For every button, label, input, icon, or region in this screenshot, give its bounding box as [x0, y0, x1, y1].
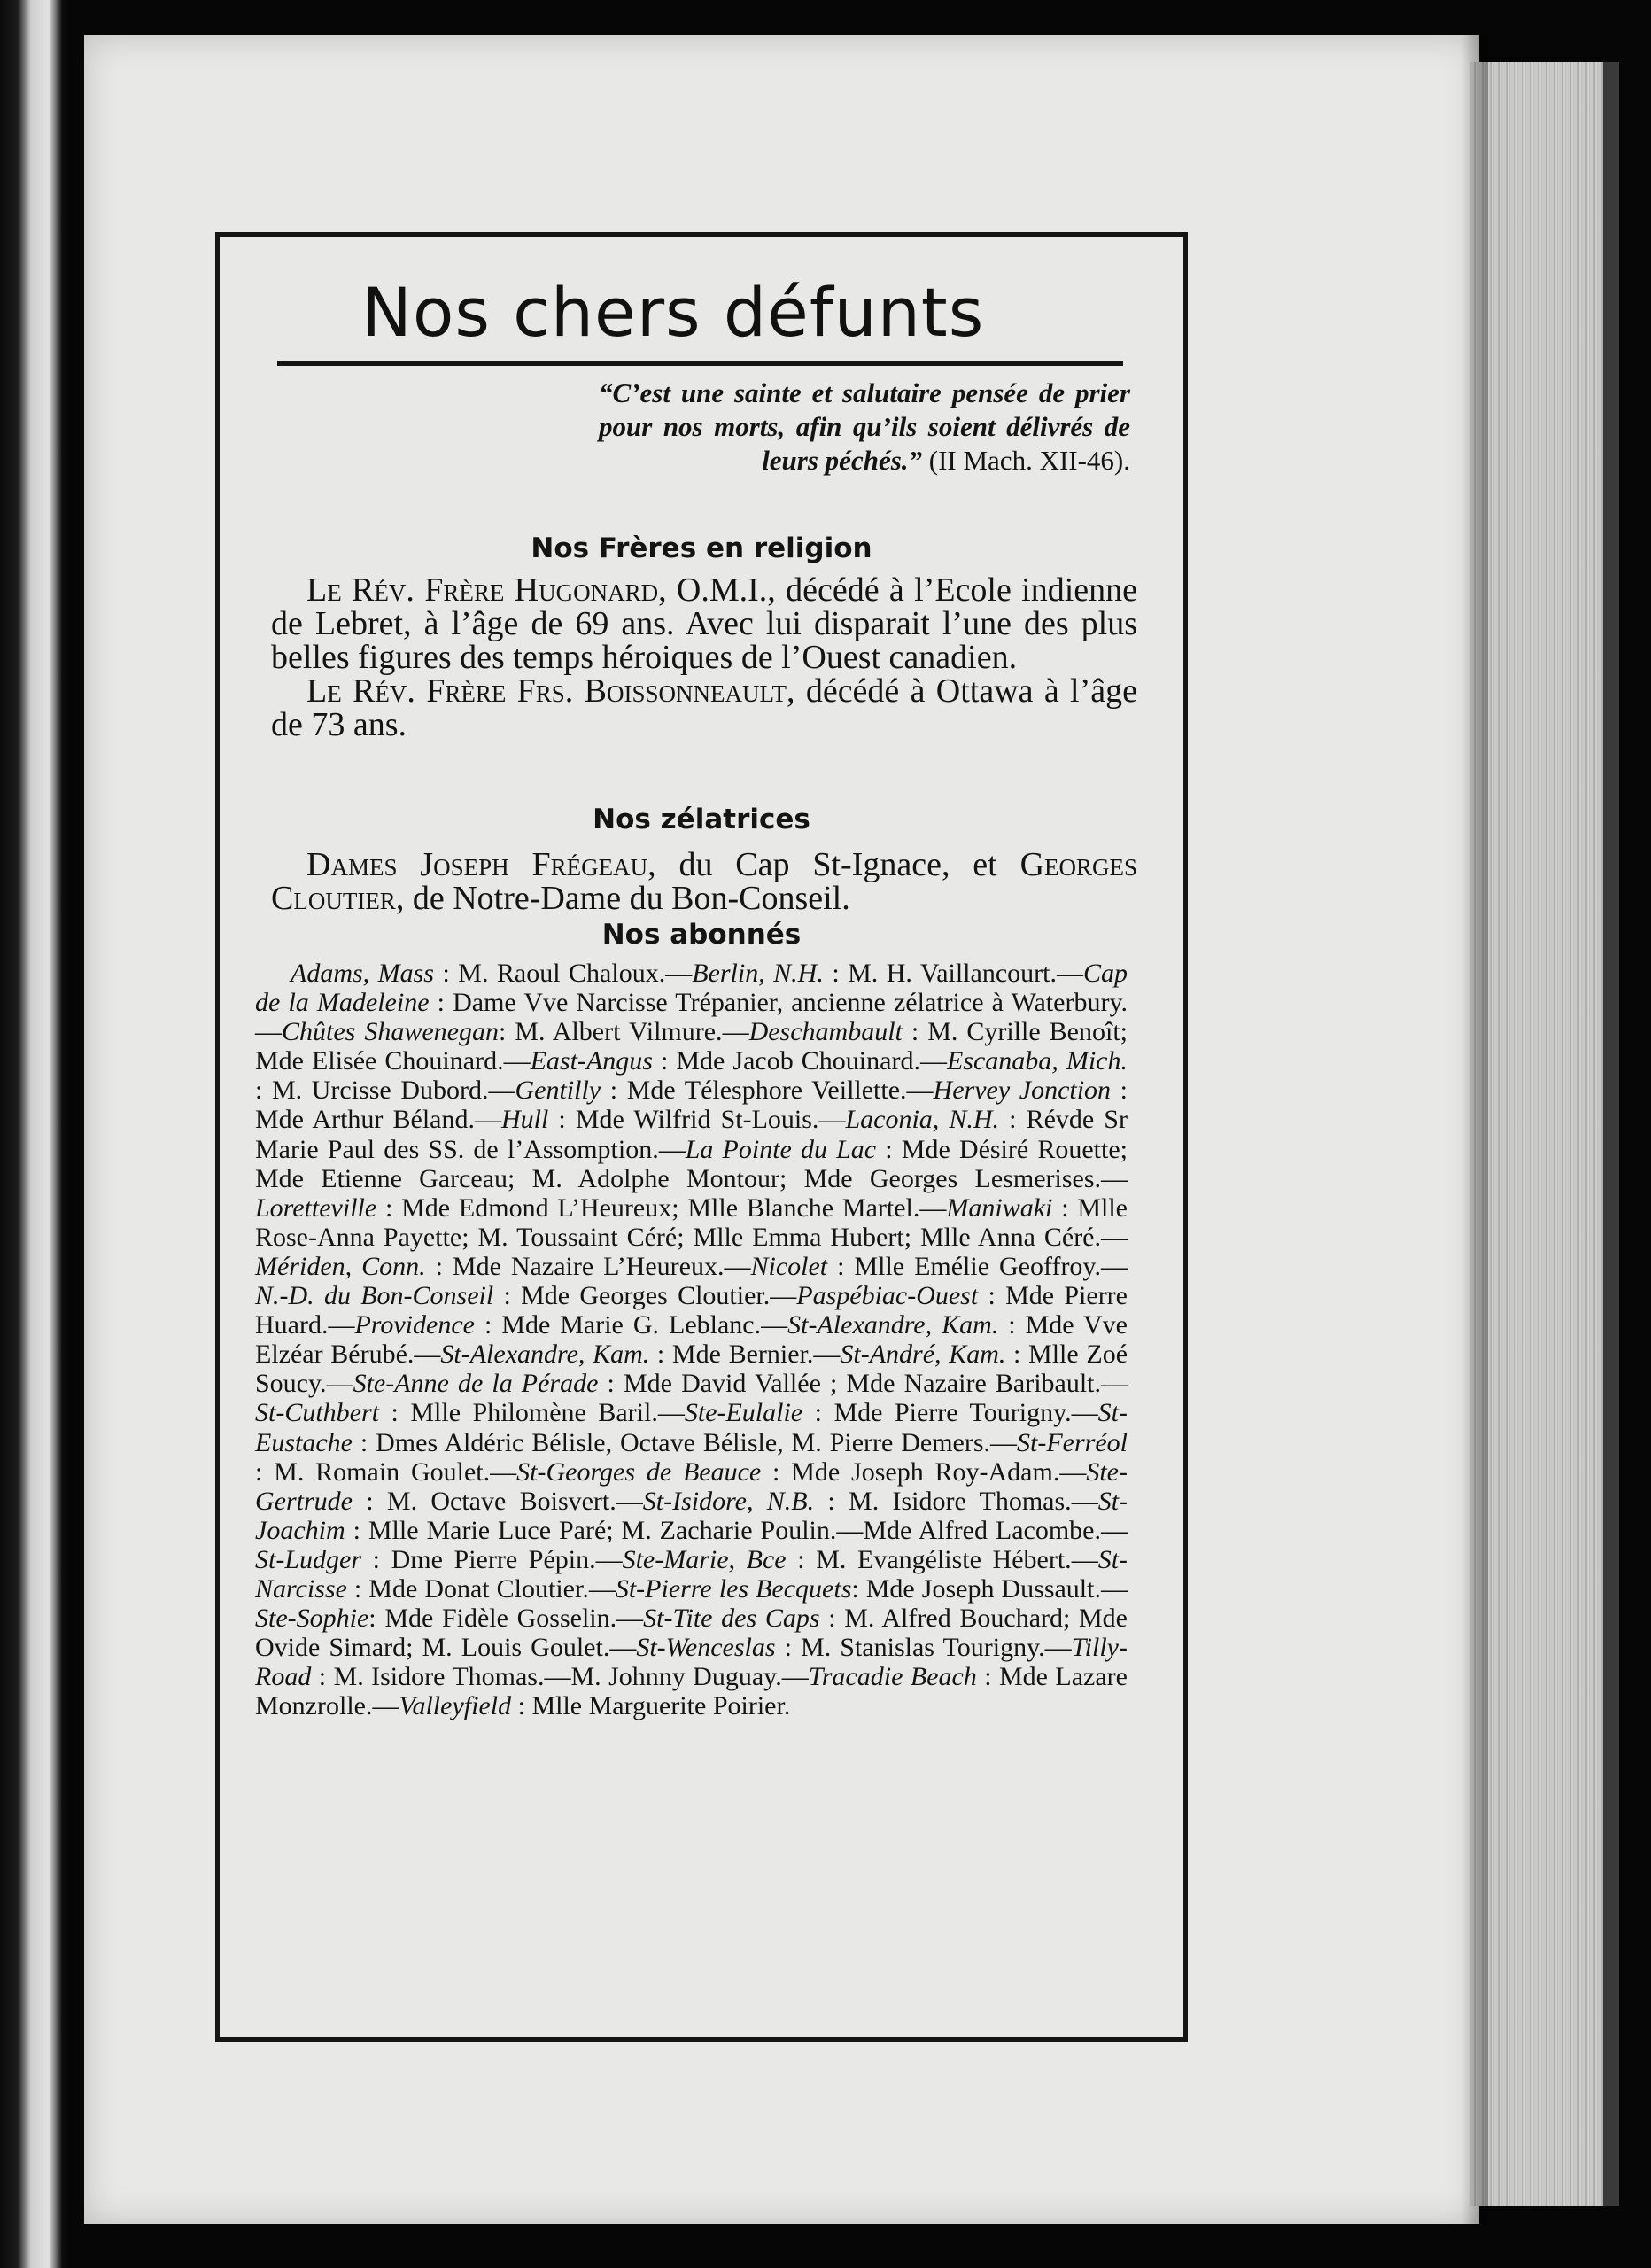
gutter-shadow: [1461, 35, 1488, 2224]
subscriber-names: M. Evangéliste Hébert.: [816, 1544, 1072, 1574]
subscriber-place: Hervey Jonction: [933, 1076, 1112, 1106]
subscriber-entry: [255, 1398, 658, 1427]
entry-separator: —: [665, 959, 693, 988]
subscriber-separator: :: [1005, 1340, 1029, 1370]
subscriber-names: M. Octave Boisvert.: [386, 1486, 616, 1516]
subscriber-place: St-Narcisse: [255, 1544, 1128, 1604]
entry-separator: —: [919, 1046, 947, 1076]
subscriber-place: St-Alexandre, Kam.: [440, 1340, 650, 1370]
subscriber-entry: [282, 1017, 723, 1046]
subscriber-names: Mde Bernier.: [671, 1340, 814, 1370]
subscriber-separator: :: [474, 1310, 502, 1340]
zelatrices-text-2: , de Notre-Dame du Bon-Conseil.: [395, 880, 850, 917]
subscriber-separator: :: [498, 1017, 515, 1047]
subscriber-place: Chûtes Shawenegan: [282, 1017, 499, 1047]
subscriber-separator: :: [376, 1192, 402, 1223]
subscriber-place: Tilly-Road: [255, 1633, 1128, 1692]
subscriber-entry: [750, 1252, 1101, 1281]
subscriber-names: Mde Lazare Monzrolle.: [255, 1662, 1128, 1721]
subscriber-place: St-Eustache: [255, 1398, 1128, 1457]
entry-separator: —: [609, 1633, 637, 1663]
entry-separator: —: [1056, 959, 1083, 988]
subscriber-place: Tracadie Beach: [808, 1662, 977, 1692]
zelatrices-section: [271, 848, 1137, 915]
entry-separator: —: [906, 1076, 934, 1106]
subscriber-entry: [501, 1105, 818, 1134]
subscriber-entry: [255, 1281, 770, 1310]
subscriber-names: Révde Sr Marie Paul des SS. de l’Assomption.: [255, 1105, 1128, 1164]
subscriber-names: M. Albert Vilmure.: [515, 1017, 723, 1047]
subscriber-separator: :: [819, 1604, 845, 1634]
subscriber-place: Providence: [354, 1310, 475, 1340]
subscriber-place: Laconia, N.H.: [845, 1105, 1000, 1135]
epigraph: [599, 377, 1130, 478]
subscriber-entry: [353, 1369, 1101, 1398]
subscriber-place: Deschambault: [748, 1017, 903, 1047]
subscriber-place: St-André, Kam.: [840, 1340, 1006, 1370]
entry-separator: —: [1101, 1369, 1128, 1399]
subscriber-place: Ste-Sophie: [255, 1604, 369, 1634]
subscriber-names: Mde Edmond L’Heureux; Mlle Blanche Martel.: [401, 1192, 920, 1223]
subscriber-names: M. Alfred Bouchard; Mde Ovide Simard; M. Louis Goulet.: [255, 1604, 1128, 1663]
subscriber-separator: :: [902, 1017, 928, 1047]
subscriber-names: Mde Arthur Béland.: [255, 1105, 475, 1135]
heading-zelatrices: Nos zélatrices: [593, 804, 810, 835]
freres-entry-1: [271, 573, 1137, 674]
left-page-edge: [0, 0, 71, 2268]
subscriber-separator: :: [786, 1544, 817, 1574]
subscriber-entry: [516, 1457, 1059, 1487]
subscriber-separator: :: [1111, 1076, 1128, 1106]
subscriber-names: M. Romain Goulet.: [274, 1456, 491, 1487]
entry-separator: —: [326, 1369, 353, 1399]
subscriber-place: Hull: [500, 1105, 549, 1135]
entry-separator: —: [588, 1573, 616, 1604]
subscriber-entry: [440, 1340, 813, 1369]
subscriber-separator: :: [999, 1105, 1027, 1135]
bottom-rule: [220, 2037, 1183, 2042]
subscriber-names: Dame Vve Narcisse Trépanier, ancienne zélatrice à Waterbury.: [453, 988, 1128, 1018]
entry-separator: —: [616, 1604, 644, 1634]
subscriber-entry: [643, 1487, 1072, 1516]
subscriber-separator: :: [814, 1486, 849, 1516]
subscriber-separator: :: [761, 1456, 792, 1487]
entry-separator: —: [595, 1544, 623, 1574]
entry-separator: —: [1100, 1573, 1128, 1604]
subscriber-place: St-Pierre les Becquets: [615, 1573, 852, 1604]
subscriber-place: St-Alexandre, Kam.: [787, 1310, 999, 1340]
entry-separator: —: [414, 1340, 441, 1370]
subscriber-names: Dmes Aldéric Bélisle, Octave Bélisle, M. Pierre Demers.: [376, 1427, 991, 1457]
subscriber-names: Mde Georges Cloutier.: [521, 1281, 771, 1311]
entry-separator: —: [724, 1251, 751, 1281]
freres-name-2: Le Rév. Frère Frs. Boissonneault: [306, 672, 787, 710]
subscriber-separator: :: [649, 1340, 672, 1370]
subscriber-entry: [515, 1076, 906, 1105]
subscriber-entry: [531, 1046, 920, 1076]
subscriber-names: M. Cyrille Benoît; Mde Elisée Chouinard.: [255, 1017, 1128, 1076]
subscriber-separator: :: [352, 1486, 387, 1516]
subscriber-entry: [692, 959, 1057, 988]
entry-separator: —: [990, 1427, 1018, 1457]
subscriber-separator: :: [433, 959, 459, 988]
subscriber-place: St-Georges de Beauce: [516, 1456, 762, 1487]
entry-separator: —: [503, 1046, 531, 1076]
entry-separator: —: [616, 1486, 643, 1516]
subscriber-place: Ste-Gertrude: [255, 1456, 1128, 1516]
subscriber-names: Mde Télesphore Veillette.: [626, 1076, 907, 1106]
subscriber-names: Mlle Emélie Geoffroy.: [854, 1251, 1101, 1281]
subscriber-separator: :: [368, 1604, 385, 1634]
subscriber-entry: [623, 1545, 1072, 1574]
subscriber-entry: [685, 1398, 1072, 1427]
subscriber-names: Mde Marie G. Leblanc.: [501, 1310, 762, 1340]
page-title: Nos chers défunts: [361, 273, 985, 352]
subscriber-place: Gentilly: [515, 1076, 601, 1106]
subscriber-place: La Pointe du Lac: [685, 1134, 877, 1164]
subscriber-names: M. Isidore Thomas.: [849, 1486, 1072, 1516]
subscriber-names: Mlle Rose-Anna Payette; M. Toussaint Céré; Mlle Emma Hubert; Mlle Anna Céré.: [255, 1192, 1128, 1252]
subscriber-names: M. Isidore Thomas.—M. Johnny Duguay.: [333, 1662, 782, 1692]
subscriber-separator: :: [775, 1633, 802, 1663]
entry-separator: —: [657, 1398, 685, 1428]
subscriber-separator: :: [827, 1251, 855, 1281]
subscriber-separator: :: [978, 1281, 1006, 1311]
subscriber-names: Mde Joseph Dussault.: [865, 1573, 1101, 1604]
subscriber-names: Mlle Philomène Baril.: [410, 1398, 658, 1428]
subscriber-entry: [255, 1604, 616, 1633]
subscriber-names: M. H. Vaillancourt.: [848, 959, 1057, 988]
subscriber-names: Mde Désiré Rouette; Mde Etienne Garceau; M. Adolphe Montour; Mde Georges Lesmerises.: [255, 1134, 1128, 1193]
entry-separator: —: [474, 1105, 501, 1135]
subscriber-entry: [255, 1193, 919, 1223]
entry-separator: —: [1101, 1222, 1128, 1252]
entry-separator: —: [722, 1017, 749, 1047]
subscriber-place: St-Ludger: [255, 1544, 361, 1574]
subscriber-place: Paspébiac-Ouest: [796, 1281, 979, 1311]
entry-separator: —: [255, 1017, 282, 1047]
subscriber-names: Mlle Marie Luce Paré; M. Zacharie Poulin.—Mde Alfred Lacombe.: [368, 1515, 1101, 1545]
epigraph-reference: (II Mach. XII-46).: [928, 445, 1130, 476]
entry-separator: —: [1101, 1163, 1128, 1193]
subscriber-separator: :: [345, 1515, 368, 1545]
entry-separator: —: [818, 1105, 846, 1135]
subscriber-separator: :: [1052, 1192, 1078, 1223]
entry-separator: —: [1101, 1515, 1128, 1545]
entry-separator: —: [1100, 1251, 1128, 1281]
subscriber-place: Berlin, N.H.: [692, 959, 824, 988]
obituary-box: [215, 232, 1188, 2042]
entry-separator: —: [1059, 1456, 1087, 1487]
subscriber-separator: :: [346, 1573, 369, 1604]
freres-entry-2: [271, 674, 1137, 742]
subscriber-separator: :: [876, 1134, 902, 1164]
subscriber-separator: :: [311, 1662, 334, 1692]
freres-text-2: , décédé à Ottawa à l’âge de 73 ans.: [271, 672, 1137, 743]
entry-separator: —: [488, 1076, 515, 1106]
subscriber-separator: :: [823, 959, 849, 988]
subscriber-names: Mde Pierre Tourigny.: [833, 1398, 1072, 1428]
subscriber-place: Ste-Anne de la Pérade: [353, 1369, 599, 1399]
subscriber-names: M. Urcisse Dubord.: [271, 1076, 489, 1106]
entry-separator: —: [1071, 1544, 1098, 1574]
subscriber-separator: :: [255, 1076, 272, 1106]
entry-separator: —: [658, 1134, 686, 1164]
subscriber-separator: :: [352, 1427, 376, 1457]
subscriber-place: Cap de la Madeleine: [255, 959, 1128, 1018]
subscriber-entry: [255, 1545, 596, 1574]
subscriber-place: Nicolet: [750, 1251, 828, 1281]
freres-text-1: , O.M.I., décédé à l’Ecole indienne de Lebret, à l’âge de 69 ans. Avec lui disparait l’une des plus belles figures des temps héroiques de l’Ouest canadien.: [271, 571, 1137, 676]
entry-separator: —: [919, 1192, 947, 1223]
subscriber-separator: :: [361, 1544, 391, 1574]
zelatrices-text-1: , du Cap St-Ignace, et: [647, 846, 1020, 883]
subscriber-entry: [636, 1633, 1044, 1662]
freres-name-1: Le Rév. Frère Hugonard: [306, 571, 659, 609]
subscriber-separator: :: [511, 1691, 532, 1721]
subscriber-separator: :: [851, 1573, 866, 1604]
subscriber-place: St-Tite des Caps: [643, 1604, 820, 1634]
title-rule: [277, 361, 1123, 366]
freres-section: [271, 573, 1137, 742]
heading-abonnes: Nos abonnés: [601, 919, 802, 951]
subscriber-place: St-Ferréol: [1017, 1427, 1128, 1457]
subscriber-separator: :: [548, 1105, 576, 1135]
abonnes-list: [255, 959, 1128, 1720]
subscriber-separator: :: [493, 1281, 522, 1311]
subscriber-place: St-Isidore, N.B.: [642, 1486, 815, 1516]
subscriber-names: Mde Wilfrid St-Louis.: [575, 1105, 819, 1135]
epigraph-text: “C’est une sainte et salutaire pensée de prier pour nos morts, afin qu’ils soient délivrés de leurs péchés.”: [599, 377, 1130, 476]
subscriber-place: Mériden, Conn.: [255, 1251, 426, 1281]
subscriber-names: Mde Pierre Huard.: [255, 1281, 1128, 1340]
subscriber-separator: :: [998, 1310, 1026, 1340]
subscriber-entry: [399, 1691, 790, 1720]
entry-separator: —: [813, 1340, 841, 1370]
entry-separator: —: [1071, 1486, 1098, 1516]
subscriber-names: Mde Vve Elzéar Bérubé.: [255, 1310, 1128, 1370]
subscriber-entry: [616, 1574, 1101, 1604]
entry-separator: —: [372, 1691, 399, 1721]
zelatrices-names-2: Georges Cloutier: [271, 846, 1138, 917]
subscriber-place: Escanaba, Mich.: [946, 1046, 1128, 1076]
subscriber-names: Mde Donat Cloutier.: [368, 1573, 589, 1604]
subscriber-place: N.-D. du Bon-Conseil: [255, 1281, 494, 1311]
subscriber-place: Adams, Mass: [291, 959, 434, 988]
entry-separator: —: [1044, 1633, 1072, 1663]
subscriber-separator: :: [976, 1662, 999, 1692]
subscriber-entry: [291, 959, 665, 988]
subscriber-names: M. Stanislas Tourigny.: [801, 1633, 1045, 1663]
entry-separator: —: [781, 1662, 809, 1692]
subscriber-place: St-Wenceslas: [636, 1633, 776, 1663]
heading-freres: Nos Frères en religion: [531, 532, 872, 564]
subscriber-place: Loretteville: [255, 1192, 377, 1223]
subscriber-separator: :: [379, 1398, 411, 1428]
entry-separator: —: [761, 1310, 788, 1340]
subscriber-separator: :: [429, 988, 453, 1018]
entry-separator: —: [490, 1456, 517, 1487]
subscriber-names: Mde Joseph Roy-Adam.: [791, 1456, 1060, 1487]
subscriber-separator: :: [601, 1076, 627, 1106]
subscriber-place: Maniwaki: [946, 1192, 1053, 1223]
subscriber-names: Mlle Zoé Soucy.: [255, 1340, 1128, 1399]
subscriber-names: Mlle Marguerite Poirier.: [531, 1691, 791, 1721]
entry-separator: —: [1071, 1398, 1098, 1428]
subscriber-separator: :: [598, 1369, 624, 1399]
subscriber-place: East-Angus: [530, 1046, 653, 1076]
subscriber-place: Ste-Marie, Bce: [622, 1544, 787, 1574]
subscriber-names: Mde David Vallée ; Mde Nazaire Baribault.: [623, 1369, 1102, 1399]
entry-separator: —: [328, 1310, 355, 1340]
subscriber-separator: :: [652, 1046, 677, 1076]
subscriber-separator: :: [425, 1251, 453, 1281]
zelatrices-names-1: Dames Joseph Frégeau: [306, 846, 648, 883]
subscriber-place: Valleyfield: [399, 1691, 512, 1721]
subscriber-names: Mde Jacob Chouinard.: [676, 1046, 920, 1076]
page-stack-edge: [1470, 62, 1619, 2206]
subscriber-entry: [354, 1310, 761, 1340]
subscriber-place: Ste-Eulalie: [684, 1398, 803, 1428]
subscriber-entry: [255, 1252, 724, 1281]
subscriber-place: St-Cuthbert: [255, 1398, 379, 1428]
zelatrices-entry: [271, 848, 1137, 915]
entry-separator: —: [770, 1281, 797, 1311]
subscriber-separator: :: [802, 1398, 834, 1428]
subscriber-separator: :: [255, 1456, 275, 1487]
subscriber-names: Dme Pierre Pépin.: [391, 1544, 596, 1574]
subscriber-names: M. Raoul Chaloux.: [458, 959, 666, 988]
subscriber-place: St-Joachim: [255, 1486, 1128, 1545]
subscriber-names: Mde Nazaire L’Heureux.: [452, 1251, 725, 1281]
subscriber-names: Mde Fidèle Gosselin.: [384, 1604, 617, 1634]
